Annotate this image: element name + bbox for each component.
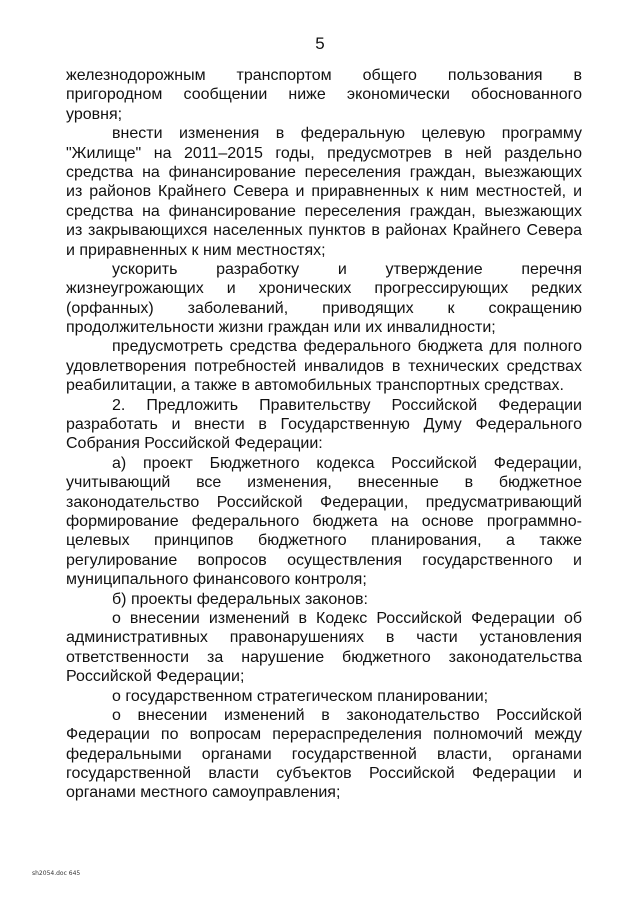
text-line: Российской Федерации; <box>66 668 245 686</box>
text-line: ответственности за нарушение бюджетного законодательства <box>66 648 582 666</box>
text-line: учитывающий все изменения, внесенные в бюджетное <box>66 474 582 492</box>
text-line: муниципального финансового контроля; <box>66 571 367 589</box>
text-line: железнодорожным транспортом общего пользования в <box>66 67 582 84</box>
footer-file-reference: sh2054.doc 645 <box>32 870 81 877</box>
text-line: внести изменения в федеральную целевую программу <box>112 125 582 143</box>
document-body <box>66 66 582 803</box>
text-line: жизнеугрожающих и хронических прогрессирующих редких <box>66 280 582 298</box>
page-number: 5 <box>315 34 325 53</box>
text-line: Федерации по вопросам перераспределения полномочий между <box>66 726 582 744</box>
text-line: о внесении изменений в Кодекс Российской Федерации об <box>112 609 582 627</box>
text-line: законодательство Российской Федерации, предусматривающий <box>66 493 582 511</box>
text-line: о внесении изменений в законодательство Российской <box>112 706 582 724</box>
text-line: уровня; <box>66 105 123 123</box>
text-line: ускорить разработку и утверждение перечня <box>112 260 582 278</box>
text-line: пригородном сообщении ниже экономически обоснованного <box>66 86 582 104</box>
text-line: а) проект Бюджетного кодекса Российской Федерации, <box>112 454 582 472</box>
text-line: продолжительности жизни граждан или их инвалидности; <box>66 319 496 337</box>
text-line: (орфанных) заболеваний, приводящих к сокращению <box>66 299 582 317</box>
text-line: регулирование вопросов осуществления государственного и <box>66 551 582 569</box>
text-line: б) проекты федеральных законов: <box>112 590 368 608</box>
text-line: Собрания Российской Федерации: <box>66 435 323 453</box>
text-line: из закрывающихся населенных пунктов в районах Крайнего Севера <box>66 222 582 240</box>
text-line: реабилитации, а также в автомобильных транспортных средствах. <box>66 377 564 395</box>
text-line: из районов Крайнего Севера и приравненных к ним местностей, и <box>66 183 582 201</box>
text-line: органами местного самоуправления; <box>66 784 341 802</box>
text-line: средства на финансирование переселения граждан, выезжающих <box>66 202 582 220</box>
text-line: целевых принципов бюджетного планирования, а также <box>66 532 582 550</box>
text-line: формирование федерального бюджета на основе программно- <box>66 512 582 530</box>
text-line: 2. Предложить Правительству Российской Федерации <box>112 396 582 414</box>
text-line: "Жилище" на 2011–2015 годы, предусмотрев в ней раздельно <box>66 144 582 162</box>
text-line: федеральными органами государственной власти, органами <box>66 745 582 763</box>
text-line: предусмотреть средства федерального бюджета для полного <box>112 338 582 356</box>
text-line: удовлетворения потребностей инвалидов в технических средствах <box>66 357 582 375</box>
text-line: государственной власти субъектов Российской Федерации и <box>66 765 582 783</box>
text-line: административных правонарушениях в части установления <box>66 629 582 647</box>
text-line: средства на финансирование переселения граждан, выезжающих <box>66 163 582 181</box>
text-line: разработать и внести в Государственную Думу Федерального <box>66 416 582 434</box>
text-line: о государственном стратегическом планировании; <box>112 687 489 705</box>
text-line: и приравненных к ним местностях; <box>66 241 326 259</box>
